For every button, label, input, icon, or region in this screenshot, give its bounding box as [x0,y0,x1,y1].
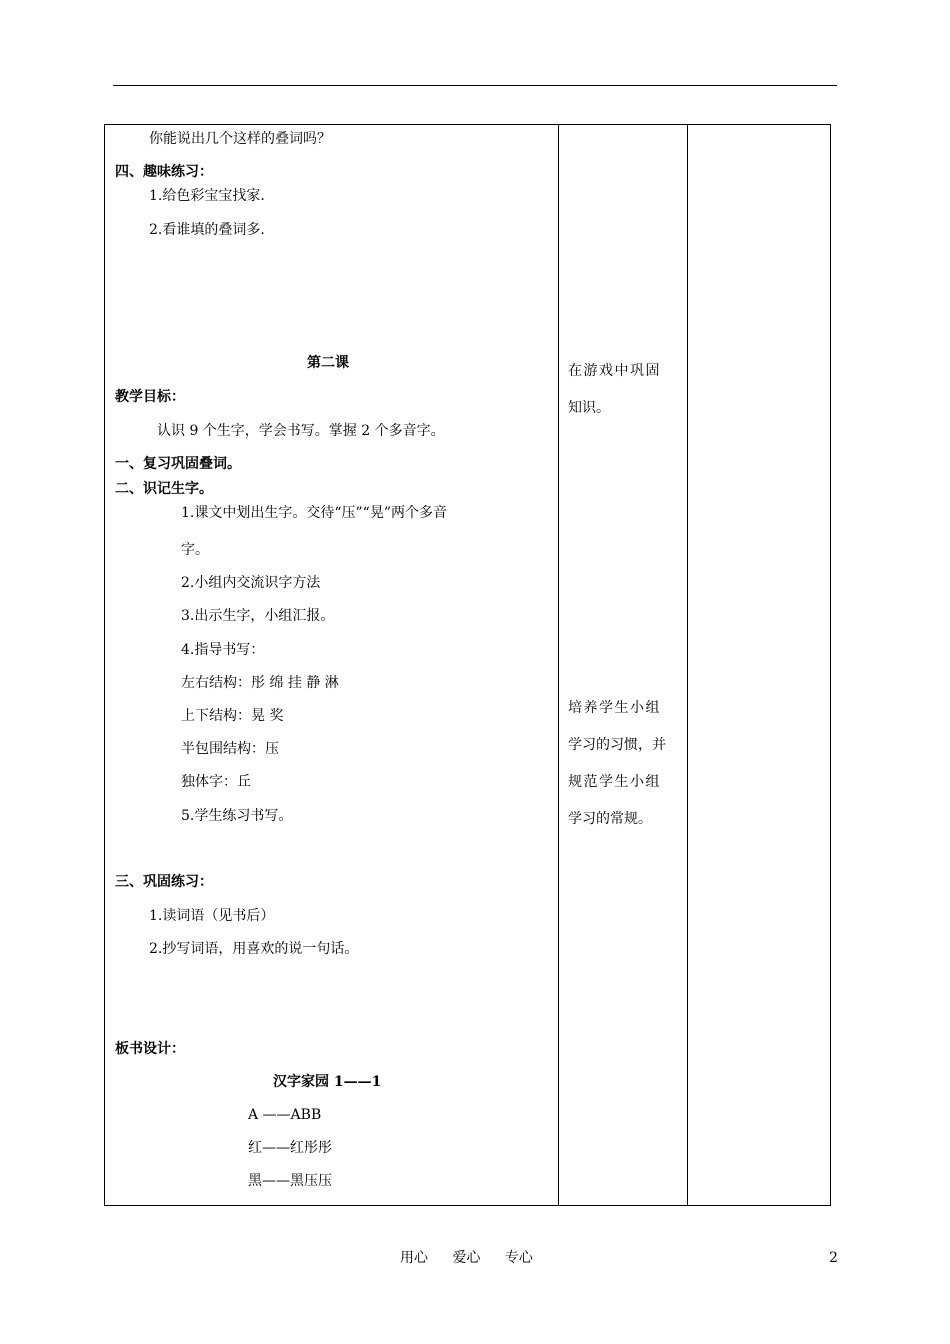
section-heading-fun-practice: 四、趣味练习： [115,164,213,180]
character-step-4: 4.指导书写： [181,642,265,658]
page-footer [400,1249,553,1267]
note-2-line-3: 规范学生小组 [568,774,661,790]
practice-item-2: 2.看谁填的叠词多. [149,222,265,238]
column-divider-1 [558,125,559,1205]
blackboard-heading: 板书设计： [115,1041,185,1057]
teaching-goal-text: 认识 9 个生字，学会书写。掌握 2 个多音字。 [157,423,445,439]
character-step-2: 2.小组内交流识字方法 [181,575,321,591]
note-1-line-2: 知识。 [568,400,610,416]
note-2-line-1: 培养学生小组 [568,700,661,716]
character-step-3: 3.出示生字，小组汇报。 [181,608,335,624]
consolidate-item-2: 2.抄写词语，用喜欢的说一句话。 [149,941,359,957]
blackboard-title: 汉字家园 1——1 [273,1074,382,1090]
practice-item-1: 1.给色彩宝宝找家. [149,188,265,204]
structure-left-right: 左右结构：彤 绵 挂 静 淋 [181,675,339,691]
character-step-1-cont: 字。 [181,542,209,558]
footer-word-1: 用心 [400,1250,428,1266]
note-2-line-4: 学习的常规。 [568,811,652,827]
column-divider-2 [687,125,688,1205]
blackboard-line-2: 红——红彤彤 [248,1140,332,1156]
header-rule [113,85,837,86]
note-2-line-2: 学习的习惯，并 [568,737,666,753]
page-number: 2 [829,1250,838,1266]
blackboard-line-3: 黑——黑压压 [248,1173,332,1189]
section-heading-consolidate: 三、巩固练习： [115,874,213,890]
question-line: 你能说出几个这样的叠词吗？ [149,131,331,147]
footer-word-3: 专心 [504,1250,533,1266]
teaching-goal-heading: 教学目标： [115,389,185,405]
structure-single: 独体字：丘 [181,774,251,790]
character-step-5: 5.学生练习书写。 [181,808,293,824]
section-heading-characters: 二、识记生字。 [115,481,213,497]
structure-top-bottom: 上下结构：晃 奖 [181,708,284,724]
consolidate-item-1: 1.读词语（见书后） [149,908,275,924]
footer-word-2: 爱心 [452,1250,481,1266]
lesson-title: 第二课 [307,355,349,371]
note-1-line-1: 在游戏中巩固 [568,363,661,379]
blackboard-line-1: A ——ABB [248,1107,322,1123]
lesson-plan-table [104,124,831,1206]
structure-half-enclosed: 半包围结构：压 [181,741,279,757]
character-step-1: 1.课文中划出生字。交待“压”“晃”两个多音 [181,505,447,521]
section-heading-review: 一、复习巩固叠词。 [115,456,241,472]
